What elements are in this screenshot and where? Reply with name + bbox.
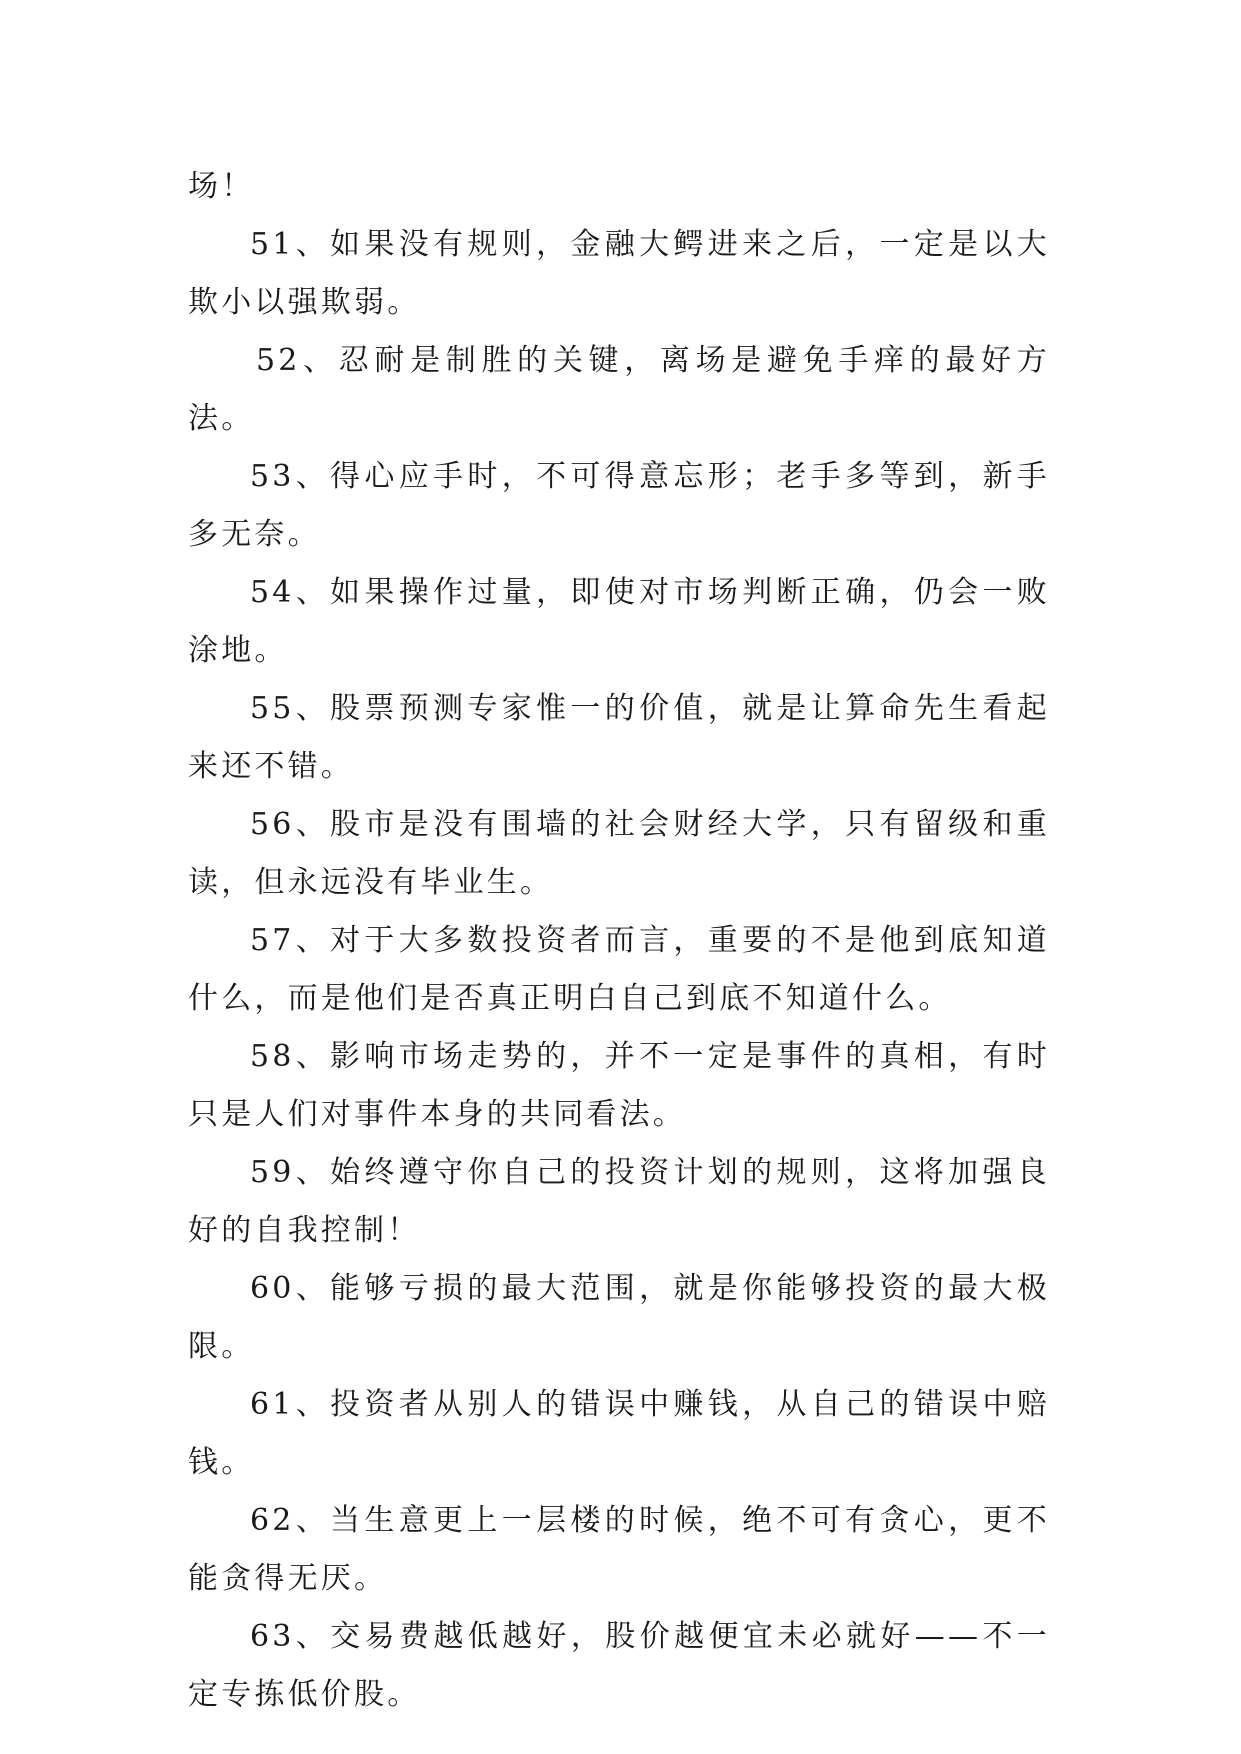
paragraph-55: 55、股票预测专家惟一的价值，就是让算命先生看起来还不错。 — [188, 691, 1050, 784]
paragraph-56: 56、股市是没有围墙的社会财经大学，只有留级和重读，但永远没有毕业生。 — [188, 807, 1050, 900]
paragraph-54: 54、如果操作过量，即使对市场判断正确，仍会一败涂地。 — [188, 575, 1050, 668]
paragraph-63: 63、交易费越低越好，股价越便宜未必就好——不一定专拣低价股。 — [188, 1619, 1050, 1712]
paragraph-58: 58、影响市场走势的，并不一定是事件的真相，有时只是人们对事件本身的共同看法。 — [188, 1039, 1050, 1132]
paragraph-59: 59、始终遵守你自己的投资计划的规则，这将加强良好的自我控制！ — [188, 1155, 1050, 1248]
paragraph-62: 62、当生意更上一层楼的时候，绝不可有贪心，更不能贪得无厌。 — [188, 1503, 1050, 1596]
paragraph-57: 57、对于大多数投资者而言，重要的不是他到底知道什么，而是他们是否真正明白自己到底不知道什么。 — [188, 923, 1050, 1016]
paragraph-53: 53、得心应手时，不可得意忘形；老手多等到，新手多无奈。 — [188, 459, 1050, 552]
paragraph-60: 60、能够亏损的最大范围，就是你能够投资的最大极限。 — [188, 1271, 1050, 1364]
paragraph-51: 51、如果没有规则，金融大鳄进来之后，一定是以大欺小以强欺弱。 — [188, 227, 1050, 320]
paragraph-continuation: 场！ — [188, 169, 255, 204]
text-column — [188, 158, 1050, 1724]
paragraph-52: 52、忍耐是制胜的关键，离场是避免手痒的最好方法。 — [188, 343, 1050, 436]
paragraph-61: 61、投资者从别人的错误中赚钱，从自己的错误中赔钱。 — [188, 1387, 1050, 1480]
